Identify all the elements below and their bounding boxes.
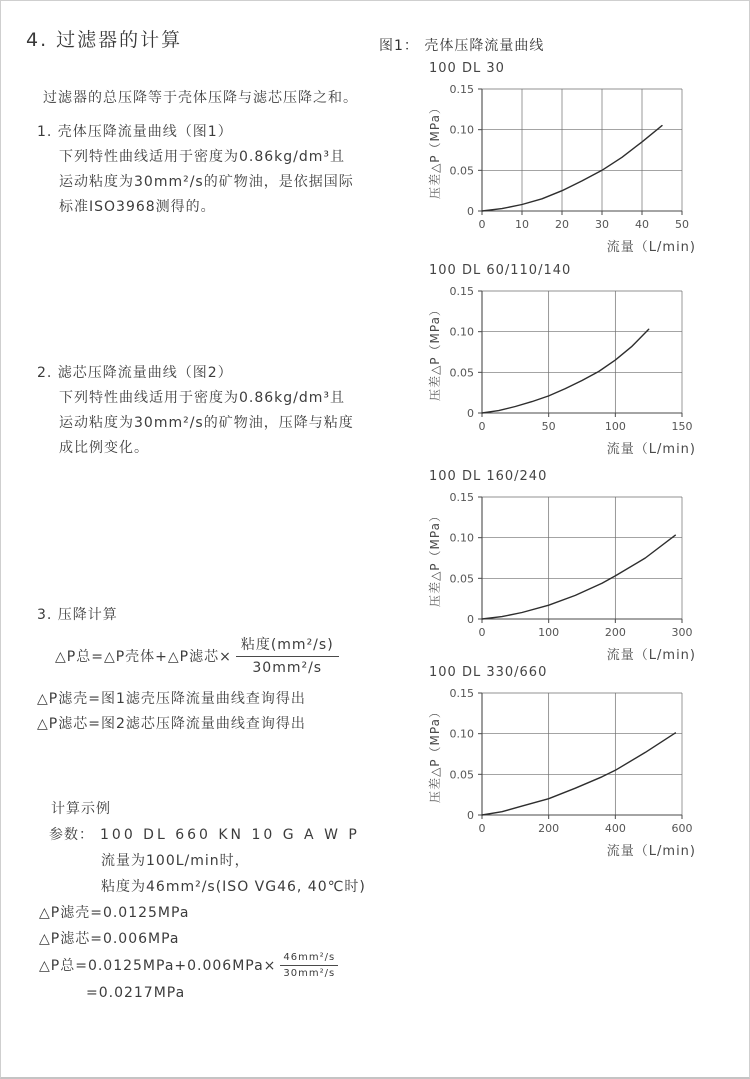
- section1-body: [37, 145, 354, 220]
- pressure-drop-curve: [482, 126, 662, 211]
- chart-svg: [421, 81, 721, 259]
- total-pressure-formula: [55, 636, 339, 677]
- x-tick-label: 600: [671, 822, 693, 835]
- x-tick-label: 200: [538, 822, 560, 835]
- y-tick-label: 0.10: [449, 727, 474, 741]
- text-line: 运动粘度为30mm²/s的矿物油，是依据国际: [59, 174, 354, 190]
- y-axis-label: 压差△P（MPa）: [428, 303, 442, 401]
- y-tick-label: 0.15: [449, 285, 474, 298]
- y-tick-label: 0.15: [449, 491, 474, 504]
- text-line: 成比例变化。: [59, 440, 149, 456]
- chart-title: 100 DL 330/660: [429, 665, 548, 680]
- chart-canvas: [421, 283, 721, 461]
- chart-svg: [421, 489, 721, 667]
- chart-100dl330-660: [421, 665, 721, 863]
- x-tick-label: 0: [478, 218, 486, 231]
- y-tick-label: 0: [467, 407, 474, 420]
- x-tick-label: 0: [478, 420, 486, 433]
- x-tick-label: 0: [478, 626, 486, 639]
- pressure-drop-curve: [482, 535, 675, 619]
- formula-left-part: △P总=△P壳体+△P滤芯×: [55, 648, 232, 665]
- fraction-numerator: 粘度(mm²/s): [236, 636, 339, 657]
- fraction-denominator: 30mm²/s: [252, 660, 323, 676]
- y-tick-label: 0.15: [449, 83, 474, 96]
- x-tick-label: 30: [595, 218, 609, 231]
- calculation-example: [39, 796, 366, 1006]
- y-tick-label: 0: [467, 613, 474, 626]
- y-tick-label: 0: [467, 809, 474, 822]
- section-housing-curve: [37, 120, 354, 220]
- y-tick-label: 0.05: [449, 572, 474, 586]
- chart-canvas: [421, 685, 721, 863]
- intro-text: 过滤器的总压降等于壳体压降与滤芯压降之和。: [43, 90, 358, 106]
- x-axis-label: 流量（L/min): [606, 442, 696, 457]
- x-tick-label: 10: [515, 218, 529, 231]
- param-value: 100 DL 660 KN 10 G A W P: [100, 827, 360, 843]
- section-pressure-calc: [37, 603, 339, 737]
- x-tick-label: 100: [604, 420, 626, 433]
- example-heading: 计算示例: [51, 801, 111, 817]
- y-axis-label: 压差△P（MPa）: [428, 705, 442, 803]
- y-tick-label: 0.10: [449, 531, 474, 545]
- y-tick-label: 0.10: [449, 123, 474, 137]
- viscosity-condition: 粘度为46mm²/s(ISO VG46, 40℃时): [101, 879, 366, 895]
- y-axis-label: 压差△P（MPa）: [428, 101, 442, 199]
- chart-canvas: [421, 81, 721, 259]
- text-line: 下列特性曲线适用于密度为0.86kg/dm³且: [59, 149, 346, 165]
- text-line: 运动粘度为30mm²/s的矿物油，压降与粘度: [59, 415, 354, 431]
- formula-notes: [37, 687, 339, 737]
- param-label: 参数：: [49, 827, 94, 843]
- chart-title: 100 DL 160/240: [429, 469, 548, 484]
- chart-100dl160-240: [421, 469, 721, 667]
- example-parameters: [49, 822, 366, 848]
- dp-total-equation: [39, 952, 366, 980]
- y-tick-label: 0.05: [449, 768, 474, 782]
- chart-100dl60-110-140: [421, 263, 721, 461]
- page-title: 4. 过滤器的计算: [26, 29, 183, 51]
- section1-heading: 1. 壳体压降流量曲线（图1）: [37, 124, 233, 140]
- chart-svg: [421, 283, 721, 461]
- x-tick-label: 40: [635, 218, 649, 231]
- y-tick-label: 0.15: [449, 687, 474, 700]
- y-axis-label: 压差△P（MPa）: [428, 509, 442, 607]
- chart-100dl30: [421, 61, 721, 259]
- section-element-curve: [37, 361, 354, 461]
- y-tick-label: 0.10: [449, 325, 474, 339]
- x-axis-label: 流量（L/min): [606, 844, 696, 859]
- x-tick-label: 0: [478, 822, 486, 835]
- x-tick-label: 100: [538, 626, 560, 639]
- x-tick-label: 400: [604, 822, 626, 835]
- section2-heading: 2. 滤芯压降流量曲线（图2）: [37, 365, 233, 381]
- y-tick-label: 0.05: [449, 366, 474, 380]
- text-line: 标准ISO3968测得的。: [59, 199, 216, 215]
- fraction-numerator: 46mm²/s: [280, 952, 338, 966]
- pressure-drop-curve: [482, 329, 649, 413]
- pressure-drop-curve: [482, 733, 675, 815]
- chart-svg: [421, 685, 721, 863]
- x-tick-label: 150: [671, 420, 693, 433]
- x-axis-label: 流量（L/min): [606, 648, 696, 663]
- y-tick-label: 0.05: [449, 164, 474, 178]
- figure-header: 图1： 壳体压降流量曲线: [379, 38, 545, 54]
- example-fraction: [280, 952, 338, 980]
- dp-housing-value: △P滤壳=0.0125MPa: [39, 905, 190, 921]
- chart-title: 100 DL 30: [429, 61, 505, 76]
- flow-condition: 流量为100L/min时，: [101, 853, 250, 869]
- x-tick-label: 50: [541, 420, 556, 433]
- x-tick-label: 20: [555, 218, 569, 231]
- section3-heading: 3. 压降计算: [37, 607, 118, 623]
- dp-total-left: △P总=0.0125MPa+0.006MPa×: [39, 958, 277, 974]
- x-tick-label: 200: [604, 626, 626, 639]
- viscosity-fraction: [236, 636, 339, 677]
- section2-body: [37, 386, 354, 461]
- x-tick-label: 300: [671, 626, 693, 639]
- x-tick-label: 50: [675, 218, 689, 231]
- dp-total-result: =0.0217MPa: [86, 985, 186, 1001]
- x-axis-label: 流量（L/min): [606, 240, 696, 255]
- fraction-denominator: 30mm²/s: [283, 968, 336, 979]
- note-element: △P滤芯=图2滤芯压降流量曲线查询得出: [37, 716, 306, 732]
- dp-element-value: △P滤芯=0.006MPa: [39, 931, 180, 947]
- note-housing: △P滤壳=图1滤壳压降流量曲线查询得出: [37, 691, 306, 707]
- chart-canvas: [421, 489, 721, 667]
- text-line: 下列特性曲线适用于密度为0.86kg/dm³且: [59, 390, 346, 406]
- y-tick-label: 0: [467, 205, 474, 218]
- chart-title: 100 DL 60/110/140: [429, 263, 572, 278]
